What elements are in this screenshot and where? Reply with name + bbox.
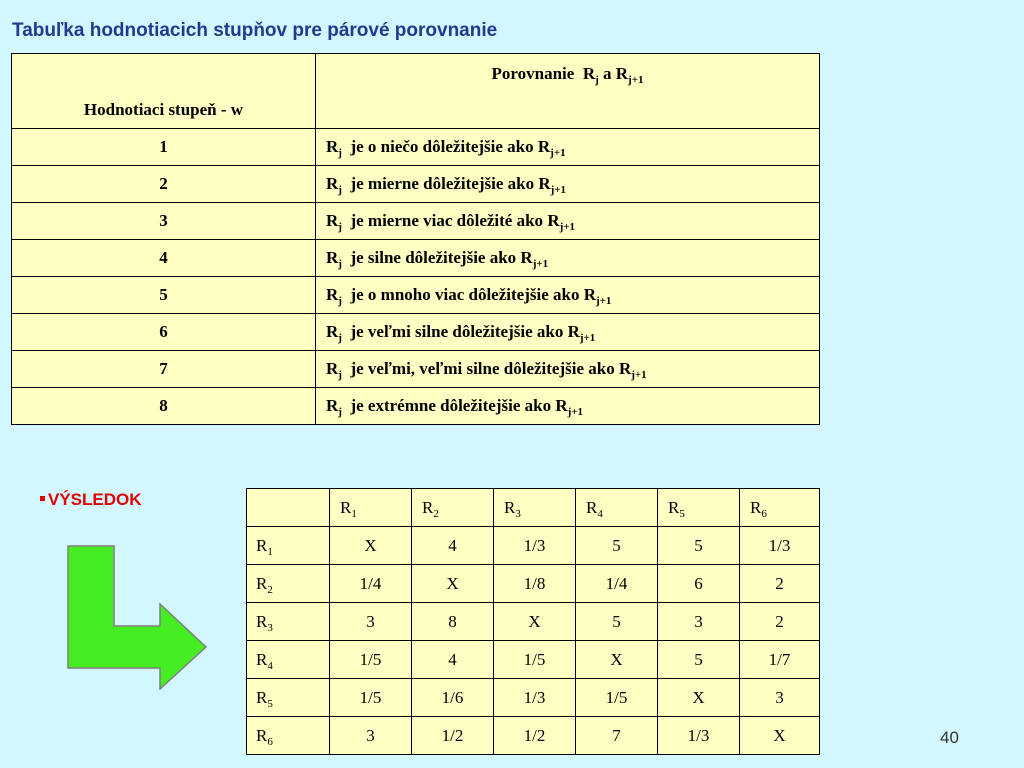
matrix-cell: 3 [658,603,740,641]
grade-cell: 1 [12,129,316,166]
page-number: 40 [940,728,959,747]
grade-cell: 5 [12,277,316,314]
matrix-cell: 1/4 [330,565,412,603]
matrix-cell: 1/4 [576,565,658,603]
table-row [12,129,820,166]
matrix-cell: X [494,603,576,641]
table-row [12,203,820,240]
matrix-cell: 8 [412,603,494,641]
row-header: $R_1$ [247,527,330,565]
matrix-cell: X [330,527,412,565]
header-compare: Porovnanie $R_j$ a $R_{j+1}$ [316,54,820,129]
row-header: $R_4$ [247,641,330,679]
matrix-cell: X [576,641,658,679]
header-compare-mid: a [603,64,612,83]
description-text: je o niečo dôležitejšie ako [350,137,534,156]
matrix-cell: 1/2 [412,717,494,755]
matrix-cell: 1/5 [330,679,412,717]
matrix-cell: 5 [658,641,740,679]
description-text: je veľmi silne dôležitejšie ako [350,322,564,341]
matrix-cell: 1/2 [494,717,576,755]
matrix-cell: 1/5 [330,641,412,679]
slide-title: Tabuľka hodnotiacich stupňov pre párové porovnanie [12,20,498,41]
matrix-cell: 5 [576,603,658,641]
row-header: $R_5$ [247,679,330,717]
description-cell: $R_j$ je mierne viac dôležité ako $R_{j+1}$ [316,203,820,240]
grade-cell: 4 [12,240,316,277]
header-grade: Hodnotiaci stupeň - w [12,54,316,129]
matrix-cell: 1/8 [494,565,576,603]
description-cell: $R_j$ je o mnoho viac dôležitejšie ako $R_{j+1}$ [316,277,820,314]
matrix-cell: 1/7 [740,641,820,679]
description-text: je extrémne dôležitejšie ako [350,396,552,415]
bullet-icon [40,496,45,501]
matrix-cell: 5 [576,527,658,565]
matrix-cell: 3 [740,679,820,717]
description-cell: $R_j$ je veľmi silne dôležitejšie ako $R_{j+1}$ [316,314,820,351]
matrix-cell: 6 [658,565,740,603]
matrix-cell: 1/3 [494,679,576,717]
matrix-cell: 1/3 [658,717,740,755]
result-label [40,490,142,510]
matrix-cell: 1/3 [740,527,820,565]
description-text: je mierne dôležitejšie ako [350,174,535,193]
row-header: $R_3$ [247,603,330,641]
description-cell: $R_j$ je veľmi, veľmi silne dôležitejšie ako $R_{j+1}$ [316,351,820,388]
row-header: $R_2$ [247,565,330,603]
matrix-row [247,717,820,755]
matrix-cell: 1/3 [494,527,576,565]
matrix-cell: 5 [658,527,740,565]
matrix-cell: 4 [412,641,494,679]
description-cell: $R_j$ je mierne dôležitejšie ako $R_{j+1}$ [316,166,820,203]
matrix-cell: 1/5 [494,641,576,679]
matrix-cell: 1/5 [576,679,658,717]
matrix-cell: 3 [330,603,412,641]
pairwise-matrix [246,488,820,755]
matrix-cell: 2 [740,565,820,603]
grade-cell: 3 [12,203,316,240]
header-compare-prefix: Porovnanie [491,64,575,83]
matrix-row [247,603,820,641]
column-header: $R_5$ [658,489,740,527]
grade-cell: 6 [12,314,316,351]
matrix-row [247,527,820,565]
description-text: je veľmi, veľmi silne dôležitejšie ako [350,359,615,378]
matrix-cell: 7 [576,717,658,755]
matrix-header-row [247,489,820,527]
table-row [12,240,820,277]
matrix-row [247,565,820,603]
matrix-row [247,641,820,679]
table-row [12,277,820,314]
matrix-cell: X [412,565,494,603]
table-row [12,351,820,388]
description-text: je o mnoho viac dôležitejšie ako [350,285,580,304]
description-cell: $R_j$ je extrémne dôležitejšie ako $R_{j+1}$ [316,388,820,425]
grade-cell: 7 [12,351,316,388]
description-text: je mierne viac dôležité ako [350,211,544,230]
description-text: je silne dôležitejšie ako [350,248,517,267]
column-header: $R_2$ [412,489,494,527]
table-header-row [12,54,820,129]
table-row [12,314,820,351]
table-row [12,166,820,203]
matrix-cell: 1/6 [412,679,494,717]
description-cell: $R_j$ je silne dôležitejšie ako $R_{j+1}$ [316,240,820,277]
matrix-cell: X [658,679,740,717]
matrix-cell: 2 [740,603,820,641]
table-row [12,388,820,425]
matrix-cell: 3 [330,717,412,755]
matrix-row [247,679,820,717]
column-header: $R_3$ [494,489,576,527]
matrix-cell: X [740,717,820,755]
column-header: $R_1$ [330,489,412,527]
result-label-text: VÝSLEDOK [48,490,142,509]
grade-cell: 2 [12,166,316,203]
grade-cell: 8 [12,388,316,425]
row-header: $R_6$ [247,717,330,755]
corner-cell [247,489,330,527]
matrix-cell: 4 [412,527,494,565]
l-arrow-icon [66,544,208,690]
column-header: $R_4$ [576,489,658,527]
column-header: $R_6$ [740,489,820,527]
description-cell: $R_j$ je o niečo dôležitejšie ako $R_{j+1}$ [316,129,820,166]
rating-scale-table [11,53,820,425]
